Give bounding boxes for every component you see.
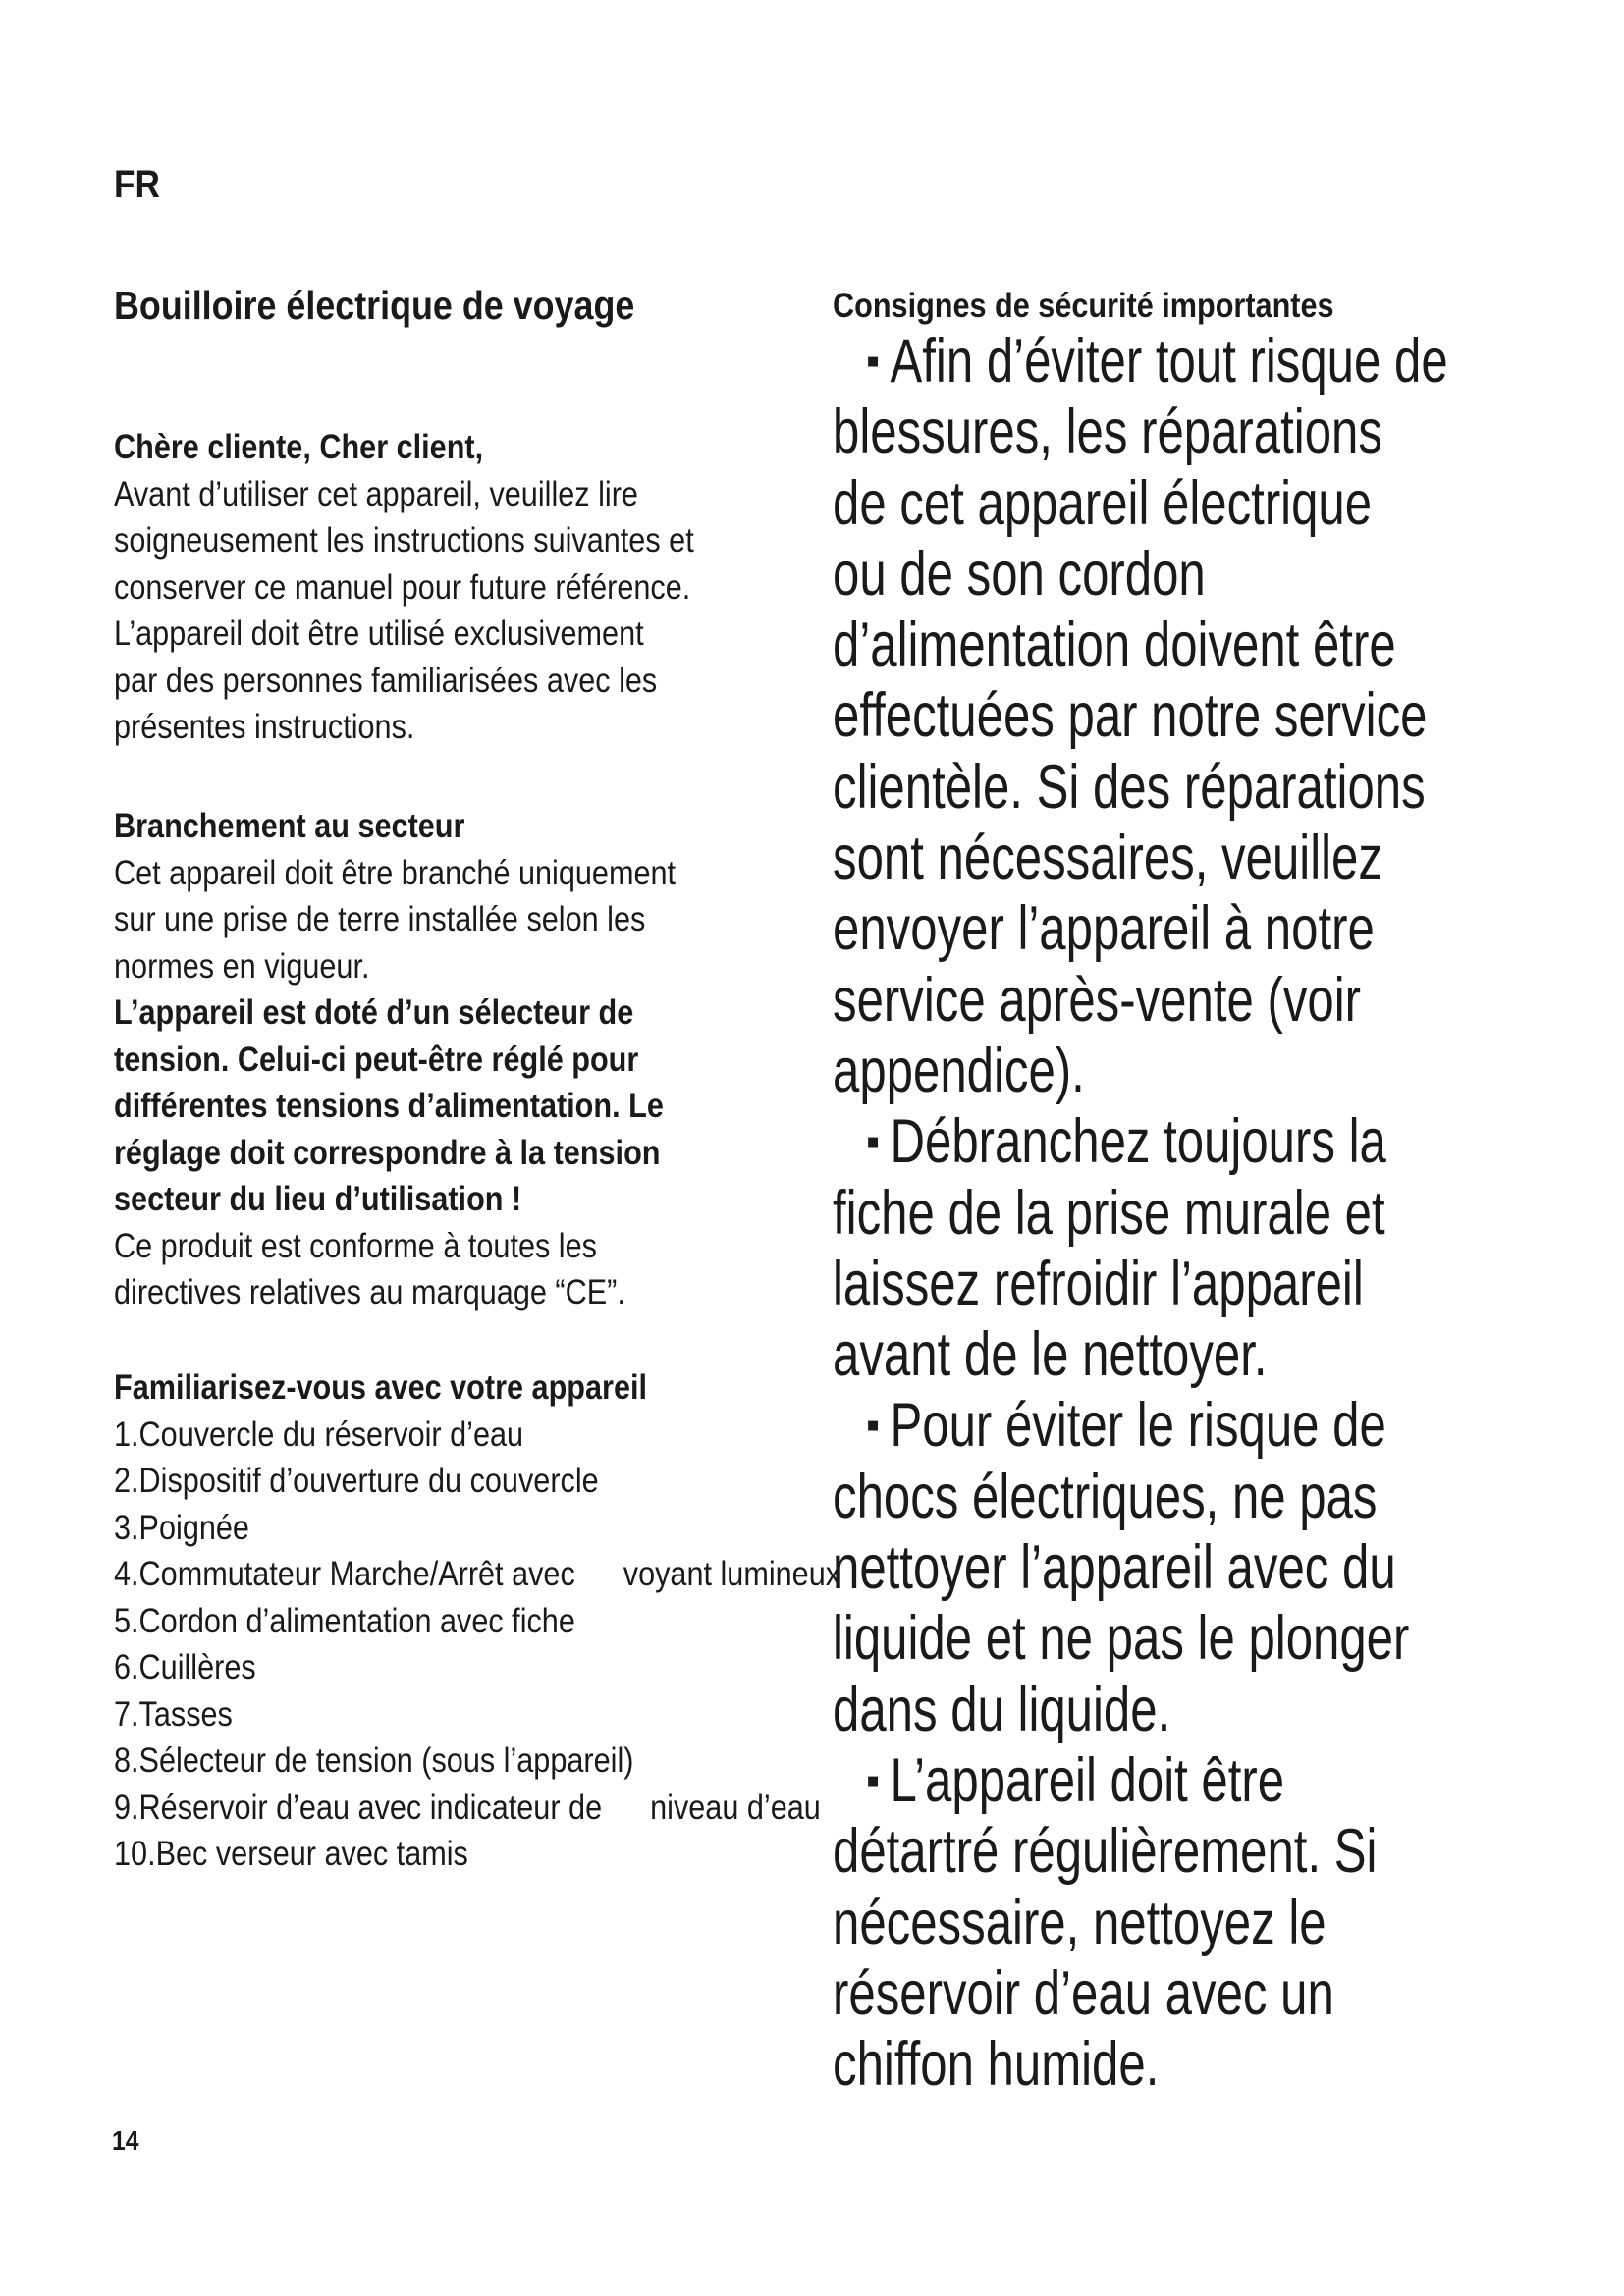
language-code: FR <box>114 163 160 206</box>
parts-list-item <box>114 1598 840 1645</box>
item-number: 3. <box>114 1508 139 1547</box>
safety-line: chocs électriques, ne pas <box>833 1462 1378 1531</box>
item-text: Bec verseur avec tamis <box>155 1835 468 1873</box>
safety-item <box>833 326 1621 1106</box>
ce-line: directives relatives au marquage “CE”. <box>114 1273 625 1311</box>
power-line: Cet appareil doit être branché uniquement <box>114 853 677 892</box>
parts-list-item <box>114 1785 840 1832</box>
greeting-line: soigneusement les instructions suivantes et <box>114 521 694 560</box>
safety-line: fiche de la prise murale et <box>833 1178 1385 1248</box>
parts-list-item <box>114 1691 840 1738</box>
safety-line: réservoir d’eau avec un <box>833 1958 1334 2028</box>
page-number: 14 <box>112 2125 139 2156</box>
safety-heading: Consignes de sécurité importantes <box>833 287 1334 325</box>
safety-line: laissez refroidir l’appareil <box>833 1249 1364 1318</box>
greeting-line: par des personnes familiarisées avec les <box>114 661 658 700</box>
item-text: Dispositif d’ouverture du couvercle <box>138 1462 599 1500</box>
safety-line: de cet appareil électrique <box>833 468 1373 538</box>
safety-line: Pour éviter le risque de <box>890 1391 1386 1461</box>
ce-line: Ce produit est conforme à toutes les <box>114 1226 597 1265</box>
parts-list-item <box>114 1737 840 1785</box>
safety-line: chiffon humide. <box>833 2030 1160 2100</box>
item-number: 10. <box>114 1835 156 1873</box>
safety-line: appendice). <box>833 1036 1085 1105</box>
item-text: Cordon d’alimentation avec fiche <box>138 1601 575 1640</box>
bullet-icon: ▪ <box>866 1758 881 1802</box>
safety-line: L’appareil doit être <box>890 1745 1285 1815</box>
safety-item <box>833 1390 1621 1744</box>
power-section <box>114 803 676 1316</box>
safety-line: service après-vente (voir <box>833 965 1362 1035</box>
safety-line: envoyer l’appareil à notre <box>833 894 1375 964</box>
bullet-icon: ▪ <box>866 1120 881 1164</box>
safety-line: Afin d’éviter tout risque de <box>890 327 1448 396</box>
voltage-warning-line: tension. Celui-ci peut-être réglé pour <box>114 1040 639 1079</box>
voltage-warning-line: réglage doit correspondre à la tension <box>114 1133 661 1172</box>
greeting-line: Avant d’utiliser cet appareil, veuillez lire <box>114 474 638 513</box>
voltage-warning-line: L’appareil est doté d’un sélecteur de <box>114 993 634 1032</box>
greeting-line: conserver ce manuel pour future référence. <box>114 567 691 607</box>
safety-line: liquide et ne pas le plonger <box>833 1604 1410 1674</box>
parts-heading: Familiarisez-vous avec votre appareil <box>114 1368 648 1407</box>
safety-line: effectuées par notre service <box>833 681 1428 751</box>
safety-line: sont nécessaires, veuillez <box>833 824 1382 893</box>
item-number: 9. <box>114 1788 139 1827</box>
safety-line: nettoyer l’appareil avec du <box>833 1533 1396 1603</box>
safety-line: détartré régulièrement. Si <box>833 1817 1378 1887</box>
item-text: Tasses <box>138 1694 233 1734</box>
parts-list <box>114 1412 840 1878</box>
item-text: Cuillères <box>138 1648 256 1686</box>
item-number: 7. <box>114 1694 139 1734</box>
safety-line: dans du liquide. <box>833 1675 1171 1744</box>
power-line: sur une prise de terre installée selon les <box>114 900 646 938</box>
safety-line: avant de le nettoyer. <box>833 1320 1268 1390</box>
parts-list-item <box>114 1831 840 1878</box>
safety-line: ou de son cordon <box>833 539 1206 609</box>
item-number: 1. <box>114 1415 139 1454</box>
bullet-icon: ▪ <box>866 340 881 383</box>
item-text: Sélecteur de tension (sous l’appareil) <box>138 1741 634 1780</box>
safety-line: d’alimentation doivent être <box>833 611 1396 680</box>
item-number: 5. <box>114 1601 139 1640</box>
safety-line: clientèle. Si des réparations <box>833 752 1426 822</box>
parts-list-item <box>114 1505 840 1552</box>
item-text-continued: voyant lumineux <box>623 1555 841 1593</box>
item-number: 6. <box>114 1648 139 1686</box>
safety-line: nécessaire, nettoyez le <box>833 1888 1326 1957</box>
item-text: Poignée <box>138 1508 249 1547</box>
page-title: Bouilloire électrique de voyage <box>114 283 635 328</box>
greeting-line: L’appareil doit être utilisé exclusivement <box>114 614 644 653</box>
item-text: Commutateur Marche/Arrêt avec <box>138 1555 575 1593</box>
item-number: 2. <box>114 1462 139 1500</box>
safety-line: blessures, les réparations <box>833 398 1382 467</box>
safety-item <box>833 1745 1621 2100</box>
item-number: 4. <box>114 1555 139 1593</box>
item-text: Réservoir d’eau avec indicateur de <box>138 1788 603 1827</box>
item-text: Couvercle du réservoir d’eau <box>138 1415 524 1454</box>
greeting-section <box>114 424 694 751</box>
parts-list-item <box>114 1412 840 1459</box>
safety-list <box>833 326 1621 2100</box>
greeting-line: présentes instructions. <box>114 708 415 746</box>
voltage-warning-line: secteur du lieu d’utilisation ! <box>114 1180 522 1218</box>
parts-list-item <box>114 1644 840 1691</box>
power-heading: Branchement au secteur <box>114 807 465 845</box>
greeting-heading: Chère cliente, Cher client, <box>114 428 484 466</box>
power-line: normes en vigueur. <box>114 946 370 986</box>
bullet-icon: ▪ <box>866 1404 881 1448</box>
safety-line: Débranchez toujours la <box>890 1107 1386 1177</box>
parts-section <box>114 1364 840 1878</box>
voltage-warning-line: différentes tensions d’alimentation. Le <box>114 1087 664 1125</box>
item-number: 8. <box>114 1741 139 1780</box>
parts-list-item <box>114 1551 840 1598</box>
parts-list-item <box>114 1458 840 1505</box>
safety-item <box>833 1106 1621 1390</box>
item-text-continued: niveau d’eau <box>650 1788 821 1827</box>
